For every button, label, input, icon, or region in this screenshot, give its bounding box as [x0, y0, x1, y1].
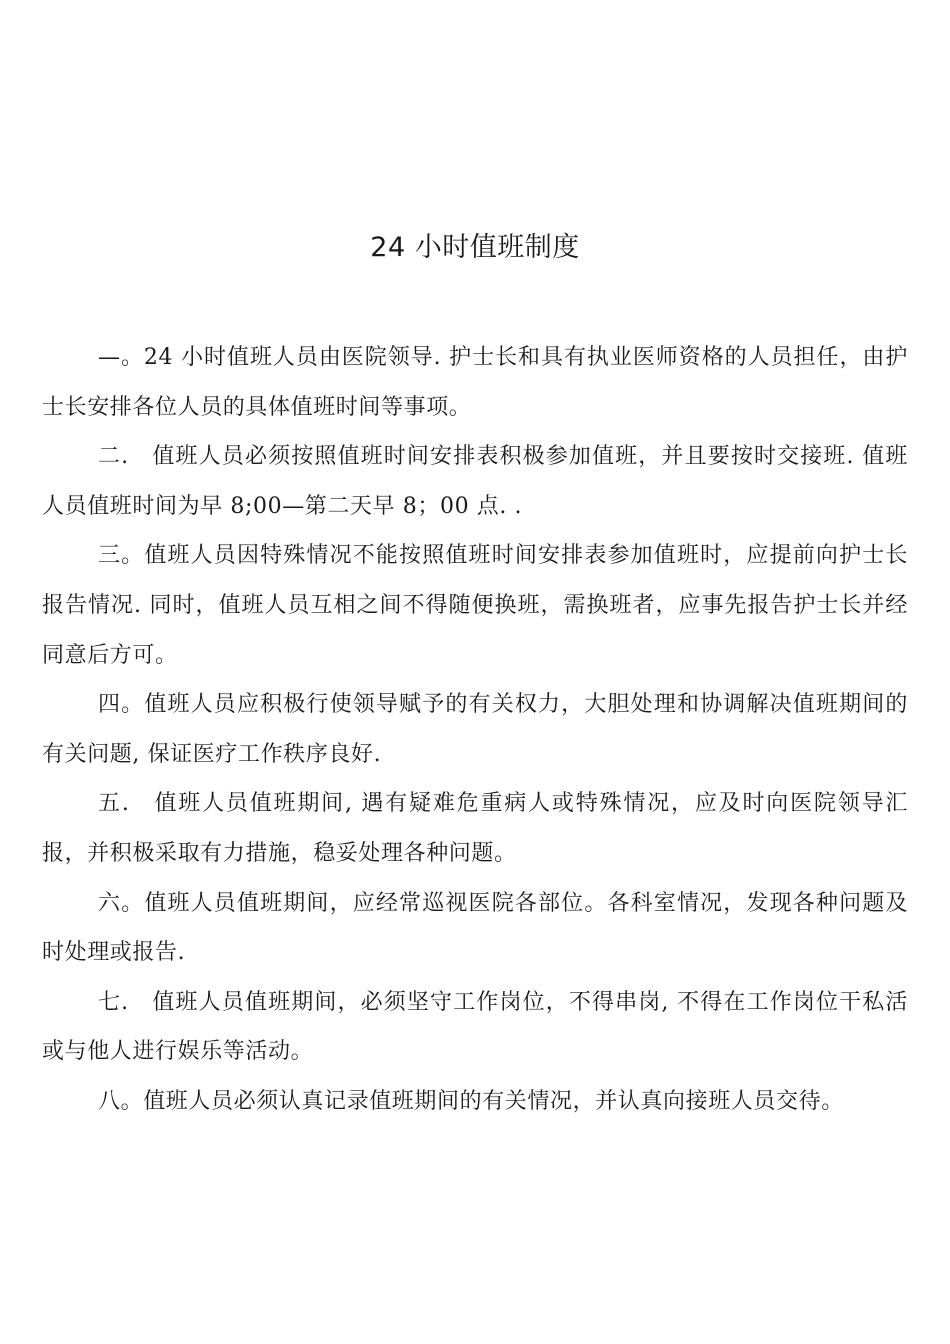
rule-paragraph-3: 三。值班人员因特殊情况不能按照值班时间安排表参加值班时，应提前向护士长报告情况. 同时，值班人员互相之间不得随便换班，需换班者，应事先报告护士长并经同意后方可。	[42, 543, 908, 668]
rule-paragraph-4: 四。值班人员应积极行使领导赋予的有关权力，大胆处理和协调解决值班期间的有关问题, 保证医疗工作秩序良好.	[42, 692, 908, 767]
rule-paragraph-6: 六。值班人员值班期间，应经常巡视医院各部位。各科室情况，发现各种问题及时处理或报告.	[42, 890, 908, 966]
rule-paragraph-5: 五. 值班人员值班期间, 遇有疑难危重病人或特殊情况，应及时向医院领导汇报，并积极采取有力措施，稳妥处理各种问题。	[42, 791, 908, 866]
rule-paragraph-7: 七. 值班人员值班期间，必须坚守工作岗位，不得串岗, 不得在工作岗位干私活或与他人进行娱乐等活动。	[42, 989, 908, 1065]
document-body	[42, 333, 908, 1127]
rule-paragraph-8: 八。值班人员必须认真记录值班期间的有关情况，并认真向接班人员交待。	[98, 1088, 844, 1114]
rule-paragraph-2: 二. 值班人员必须按照值班时间安排表积极参加值班，并且要按时交接班. 值班人员值班时间为早 8;00—第二天早 8；00 点. .	[42, 444, 908, 519]
document-title: 24 小时值班制度	[370, 232, 580, 263]
rule-paragraph-1: —。24 小时值班人员由医院领导. 护士长和具有执业医师资格的人员担任，由护士长安排各位人员的具体值班时间等事项。	[42, 345, 908, 420]
